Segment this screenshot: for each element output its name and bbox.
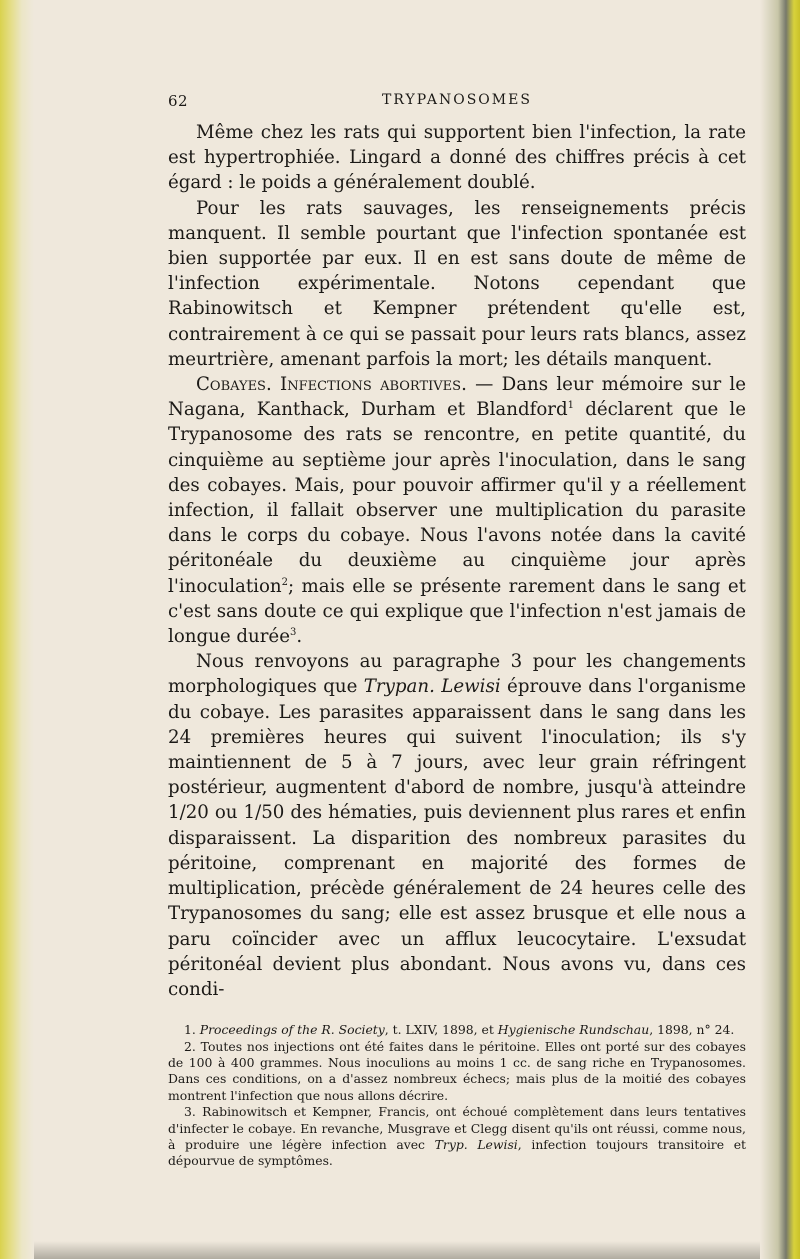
species-name: Tryp. Lewisi bbox=[434, 1136, 518, 1152]
footnote-ref-1: 1 bbox=[567, 400, 574, 412]
paragraph-rats-sauvages: Pour les rats sauvages, les renseignements précis manquent. Il semble pourtant que l'infection spontanée est bien supportée par eux. Il en est sans doute de même de l'infection expérimentale. Notons cependant que Rabinowitsch et Kempner prétendent qu'elle est, contrairement à ce qui se passait pour leurs rats blancs, assez meurtrière, amenant parfois la mort; les détails manquent. bbox=[168, 197, 746, 370]
journal-title: Proceedings of the R. Society bbox=[199, 1022, 385, 1038]
paragraph-text: éprouve dans l'organisme du cobaye. Les parasites apparaissent dans le sang dans les 24 premières heures qui suivent l'inoculation; ils s'y maintiennent de 5 à 7 jours, avec leur grain réfringent postérieur, augmentent d'abord de nombre, jusqu'à atteindre 1/20 ou 1/50 des hématies, puis deviennent plus rares et enfin disparaissent. La disparition des nombreux parasites du péritoine, comprenant en majorité des formes de multiplication, précède généralement de 24 heures celle des Trypanosomes du sang; elle est assez brusque et elle nous a paru coïncider avec un afflux leucocytaire. L'exsudat péritonéal devient plus abondant. Nous avons vu, dans ces condi- bbox=[168, 676, 746, 1000]
page-bottom-shadow bbox=[34, 1241, 760, 1259]
footnote-ref-3: 3 bbox=[289, 627, 297, 638]
page-number: 62 bbox=[168, 92, 189, 110]
paragraph-text: — Dans leur mémoire sur le Nagana, Kanthack, Durham et Blandford bbox=[168, 374, 747, 421]
paragraph-cobayes bbox=[168, 372, 746, 649]
journal-title: Hygienische Rundschau bbox=[497, 1022, 650, 1038]
footnote-1 bbox=[168, 1022, 746, 1038]
footnote-ref-2: 2 bbox=[281, 576, 289, 588]
page-edge-right bbox=[760, 0, 800, 1259]
paragraph-text: déclarent que le Trypanosome des rats se rencontre, en petite quantité, du cinquième au septième jour après l'inoculation, dans le sang des cobayes. Mais, pour pouvoir affirmer qu'il y a réellement infection, il fallait observer une multiplication du parasite dans le corps du cobaye. Nous l'avons notée dans la cavité péritonéale du deuxième au cinquième jour après l'inoculation bbox=[168, 399, 747, 597]
paragraph-text: ; mais elle se présente rarement dans le sang et c'est sans doute ce qui explique que l'infection n'est jamais de longue durée bbox=[168, 575, 746, 648]
page-edge-left bbox=[0, 0, 34, 1259]
footnotes bbox=[168, 1022, 746, 1170]
species-name: Trypan. Lewisi bbox=[363, 676, 501, 698]
paragraph-changements bbox=[168, 649, 746, 1002]
section-heading: Cobayes. Infections abortives. bbox=[196, 374, 467, 396]
paragraph-text: . bbox=[296, 626, 303, 648]
running-title: TRYPANOSOMES bbox=[382, 92, 532, 108]
footnote-2: 2. Toutes nos injections ont été faites dans le péritoine. Elles ont porté sur des cobayes de 100 à 400 grammes. Nous inoculions au moins 1 cc. de sang riche en Trypanosomes. Dans ces conditions, on a d'assez nombreux échecs; mais plus de la moitié des cobayes montrent l'infection que nous allons décrire. bbox=[168, 1038, 746, 1103]
paragraph-rate: Même chez les rats qui supportent bien l'infection, la rate est hypertrophiée. Lingard a donné des chiffres précis à cet égard : le poids a généralement doublé. bbox=[168, 122, 746, 194]
paragraph-text: Nous renvoyons au paragraphe 3 pour les changements morphologiques que bbox=[168, 651, 746, 698]
footnote-number: 1. bbox=[184, 1022, 200, 1038]
body-text bbox=[168, 120, 746, 1002]
footnote-text: , t. LXIV, 1898, et bbox=[384, 1022, 498, 1038]
footnote-text: 3. Rabinowitsch et Kempner, Francis, ont échoué complètement dans leurs tentatives d'infecter le cobaye. En revanche, Musgrave et Clegg disent qu'ils ont réussi, comme nous, à produire une légère infection avec bbox=[168, 1104, 746, 1152]
footnote-3 bbox=[168, 1104, 746, 1170]
footnote-text: , 1898, n° 24. bbox=[649, 1022, 735, 1038]
footnote-text: , infection toujours transitoire et dépourvue de symptômes. bbox=[168, 1136, 747, 1169]
book-page bbox=[168, 92, 746, 1170]
running-head bbox=[168, 92, 746, 116]
